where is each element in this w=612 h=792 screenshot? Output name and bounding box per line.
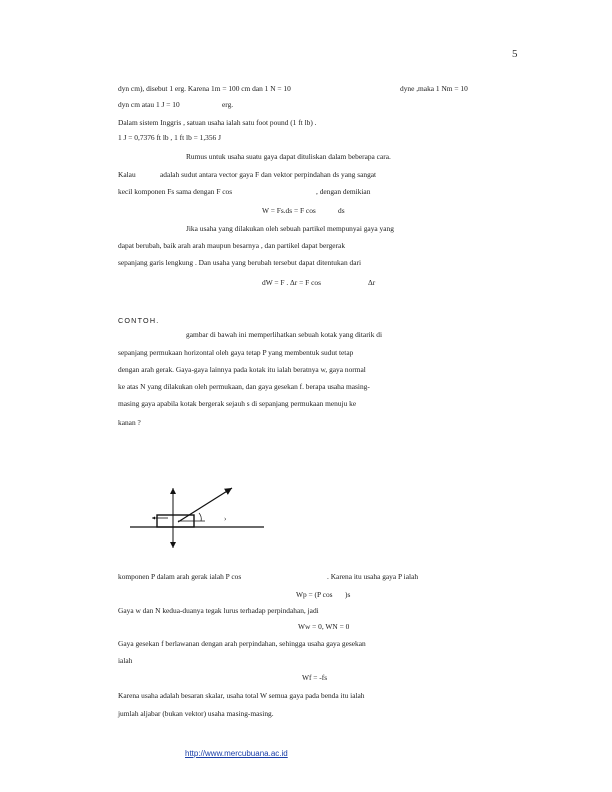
text-line: jumlah aljabar (bukan vektor) usaha masing-masing.	[118, 709, 274, 718]
text-line: Kalau	[118, 170, 136, 179]
text-line: Gaya w dan N kedua-duanya tegak lurus terhadap perpindahan, jadi	[118, 606, 319, 615]
text-line: dyn cm), disebut 1 erg. Karena 1m = 100 cm dan 1 N = 10	[118, 84, 291, 93]
text-line: ialah	[118, 656, 133, 665]
text-line: Karena usaha adalah besaran skalar, usaha total W semua gaya pada benda itu ialah	[118, 691, 365, 700]
text-line: dapat berubah, baik arah arah maupun besarnya , dan partikel dapat bergerak	[118, 241, 346, 250]
equation: Ww = 0, WN = 0	[298, 622, 350, 631]
equation: Wp = (P cos	[296, 590, 333, 599]
text-line: gambar di bawah ini memperlihatkan sebuah kotak yang ditarik di	[186, 330, 382, 339]
text-line: , dengan demikian	[316, 187, 371, 196]
text-line: dyne ,maka 1 Nm = 10	[400, 84, 468, 93]
text-line: Jika usaha yang dilakukan oleh sebuah partikel mempunyai gaya yang	[186, 224, 394, 233]
equation: dW = F . Δr = F cos	[262, 278, 321, 287]
text-line: dyn cm atau 1 J = 10	[118, 100, 180, 109]
section-heading: CONTOH.	[118, 316, 160, 325]
text-line: sepanjang permukaan horizontal oleh gaya tetap P yang membentuk sudut tetap	[118, 348, 354, 357]
text-line: Gaya gesekan f berlawanan dengan arah perpindahan, sehingga usaha gaya gesekan	[118, 639, 366, 648]
text-line: dengan arah gerak. Gaya-gaya lainnya pada kotak itu ialah beratnya w, gaya normal	[118, 365, 366, 374]
equation: Wf = -fs	[302, 673, 328, 682]
text-line: 1 J = 0,7376 ft lb , 1 ft lb = 1,356 J	[118, 133, 221, 142]
text-line: masing gaya apabila kotak bergerak sejauh s di sepanjang permukaan menuju ke	[118, 399, 357, 408]
angle-arc	[199, 513, 201, 521]
text-line: Dalam sistem Inggris , satuan usaha ialah satu foot pound (1 ft lb) .	[118, 118, 317, 127]
text-line: ke atas N yang dilakukan oleh permukaan, dan gaya gesekan f. berapa usaha masing-	[118, 382, 370, 391]
text-line: komponen P dalam arah gerak ialah P cos	[118, 572, 242, 581]
text-line: adalah sudut antara vector gaya F dan vektor perpindahan ds yang sangat	[160, 170, 377, 179]
page-number: 5	[512, 48, 518, 60]
text-line: kanan ?	[118, 418, 141, 427]
equation: )s	[345, 590, 351, 599]
text-line: sepanjang garis lengkung . Dan usaha yang berubah tersebut dapat ditentukan dari	[118, 258, 361, 267]
text-line: erg.	[222, 100, 234, 109]
equation: W = Fs.ds = F cos	[262, 206, 316, 215]
equation: Δr	[368, 278, 376, 287]
text-line: . Karena itu usaha gaya P ialah	[327, 572, 419, 581]
footer-link[interactable]: http://www.mercubuana.ac.id	[185, 749, 288, 758]
text-line: Rumus untuk usaha suatu gaya dapat dituliskan dalam beberapa cara.	[186, 152, 391, 161]
equation: ds	[338, 206, 345, 215]
direction-mark: ›	[224, 515, 227, 523]
text-line: kecil komponen Fs sama dengan F cos	[118, 187, 233, 196]
